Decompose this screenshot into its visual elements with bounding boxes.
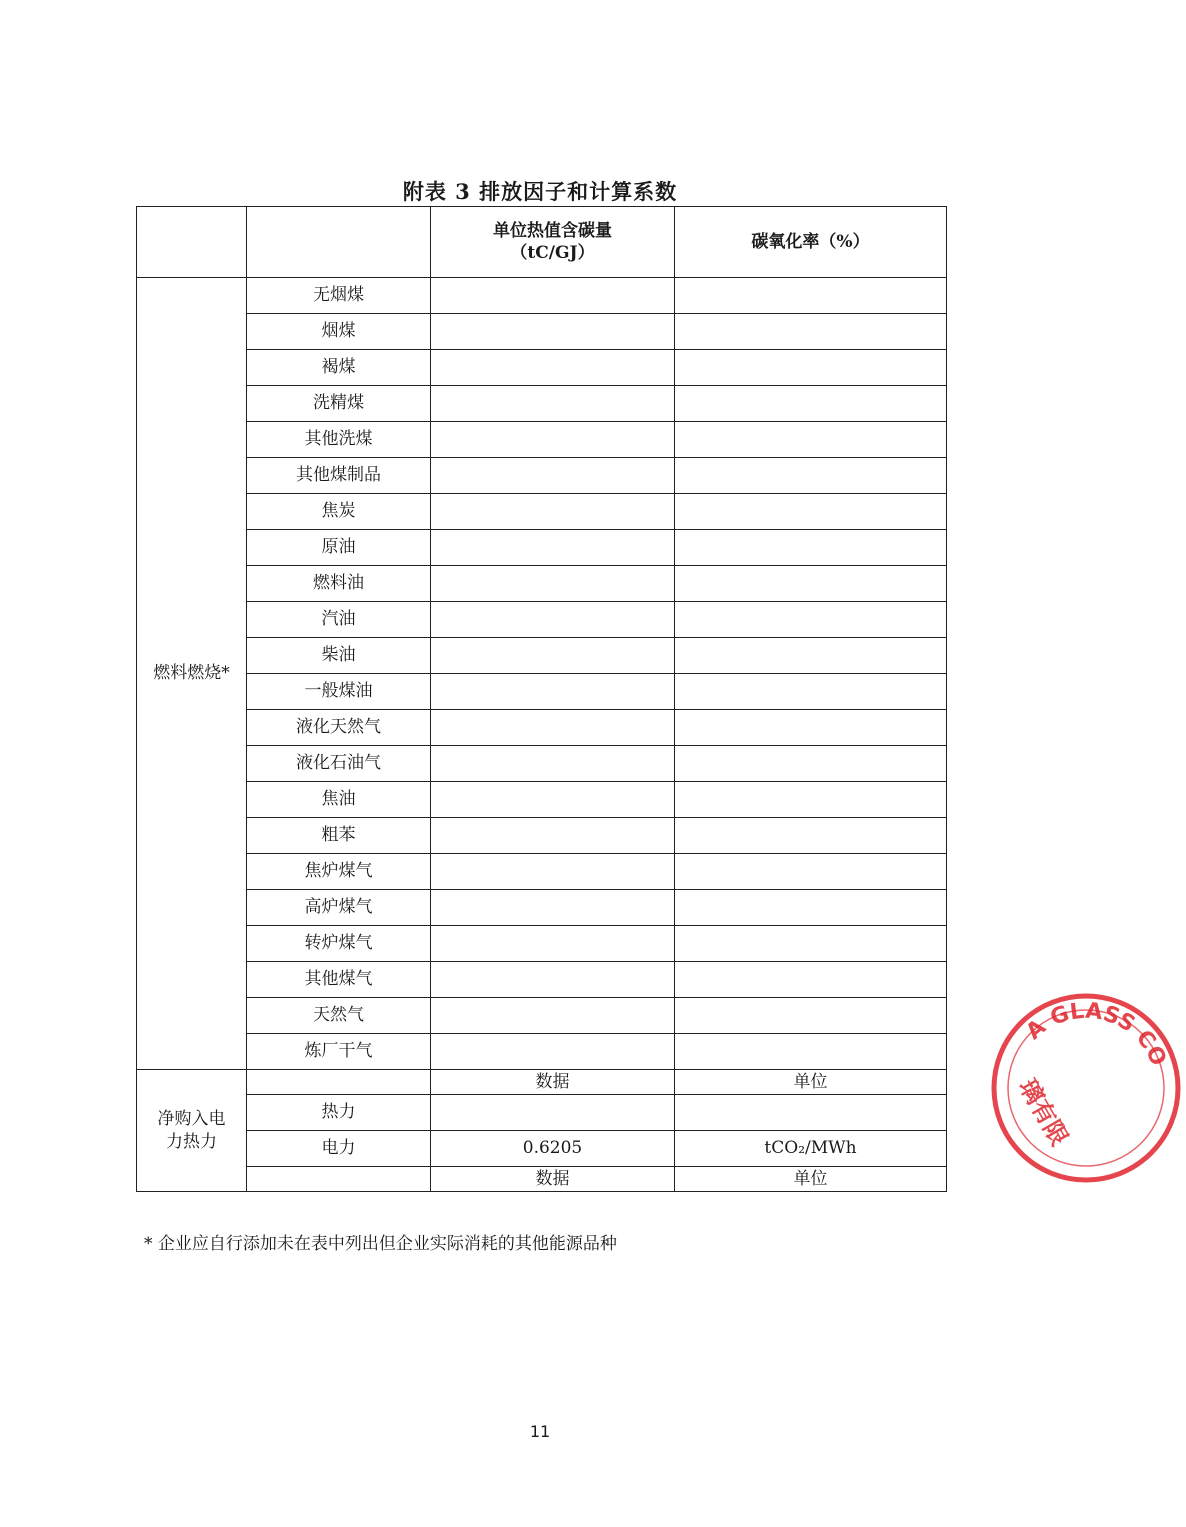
fuel-row: [137, 818, 947, 854]
oxidation-rate-value-cell: [675, 890, 947, 926]
fuel-name-cell: 无烟煤: [247, 278, 431, 314]
oxidation-rate-value-cell: [675, 962, 947, 998]
power-group-label-line1: 净购入电: [157, 1109, 226, 1130]
header-blank-cell: [137, 207, 247, 278]
fuel-name-cell: 高炉煤气: [247, 890, 431, 926]
oxidation-rate-value-cell: [675, 566, 947, 602]
oxidation-rate-value-cell: [675, 386, 947, 422]
carbon-content-value-cell: [431, 350, 675, 386]
power-group-label-line2: 力热力: [166, 1131, 217, 1152]
fuel-name-cell: 汽油: [247, 602, 431, 638]
fuel-row: [137, 350, 947, 386]
electricity-unit-cell: tCO₂/MWh: [675, 1131, 947, 1167]
fuel-row: [137, 458, 947, 494]
oxidation-rate-value-cell: [675, 350, 947, 386]
emission-factor-table: [136, 206, 947, 1192]
fuel-name-cell: 焦油: [247, 782, 431, 818]
bottom-unit-cell: 单位: [675, 1167, 947, 1192]
carbon-content-value-cell: [431, 638, 675, 674]
fuel-name-cell: 其他煤制品: [247, 458, 431, 494]
carbon-content-value-cell: [431, 1034, 675, 1070]
carbon-content-value-cell: [431, 998, 675, 1034]
company-seal-stamp: [986, 988, 1186, 1188]
oxidation-rate-value-cell: [675, 998, 947, 1034]
footnote: * 企业应自行添加未在表中列出但企业实际消耗的其他能源品种: [144, 1234, 617, 1254]
oxidation-rate-value-cell: [675, 530, 947, 566]
header-oxidation-rate: 碳氧化率（%）: [675, 207, 947, 278]
fuel-name-cell: 其他煤气: [247, 962, 431, 998]
bottom-subheader-row: [137, 1167, 947, 1192]
oxidation-rate-value-cell: [675, 494, 947, 530]
fuel-row: [137, 494, 947, 530]
header-blank-cell: [247, 207, 431, 278]
fuel-row: [137, 746, 947, 782]
carbon-content-value-cell: [431, 422, 675, 458]
carbon-content-value-cell: [431, 782, 675, 818]
heat-value-cell: [431, 1095, 675, 1131]
header-carbon-content: [431, 207, 675, 278]
carbon-content-value-cell: [431, 530, 675, 566]
data-header-cell: 数据: [431, 1070, 675, 1095]
carbon-content-value-cell: [431, 746, 675, 782]
fuel-row: [137, 962, 947, 998]
oxidation-rate-value-cell: [675, 674, 947, 710]
fuel-name-cell: 焦炭: [247, 494, 431, 530]
fuel-row: [137, 530, 947, 566]
heat-row: [137, 1095, 947, 1131]
carbon-content-value-cell: [431, 386, 675, 422]
fuel-row: [137, 422, 947, 458]
carbon-content-value-cell: [431, 710, 675, 746]
fuel-name-cell: 其他洗煤: [247, 422, 431, 458]
fuel-name-cell: 炼厂干气: [247, 1034, 431, 1070]
oxidation-rate-value-cell: [675, 422, 947, 458]
oxidation-rate-value-cell: [675, 782, 947, 818]
blank-cell: [247, 1167, 431, 1192]
table-header-row: [137, 207, 947, 278]
fuel-row: [137, 674, 947, 710]
carbon-content-value-cell: [431, 602, 675, 638]
oxidation-rate-value-cell: [675, 854, 947, 890]
page-number: 11: [529, 1422, 551, 1441]
oxidation-rate-value-cell: [675, 638, 947, 674]
carbon-content-value-cell: [431, 854, 675, 890]
carbon-content-value-cell: [431, 314, 675, 350]
electricity-label-cell: 电力: [247, 1131, 431, 1167]
page-title: 附表 3 排放因子和计算系数: [402, 179, 678, 204]
heat-unit-cell: [675, 1095, 947, 1131]
oxidation-rate-value-cell: [675, 458, 947, 494]
fuel-row: [137, 566, 947, 602]
carbon-content-value-cell: [431, 494, 675, 530]
carbon-content-value-cell: [431, 674, 675, 710]
carbon-content-value-cell: [431, 926, 675, 962]
fuel-row: [137, 278, 947, 314]
oxidation-rate-value-cell: [675, 1034, 947, 1070]
electricity-value-cell: 0.6205: [431, 1131, 675, 1167]
fuel-name-cell: 天然气: [247, 998, 431, 1034]
heat-label-cell: 热力: [247, 1095, 431, 1131]
fuel-row: [137, 638, 947, 674]
fuel-row: [137, 998, 947, 1034]
fuel-name-cell: 焦炉煤气: [247, 854, 431, 890]
stamp-en-text: A GLASS CO: [1021, 998, 1171, 1070]
oxidation-rate-value-cell: [675, 314, 947, 350]
fuel-row: [137, 926, 947, 962]
electricity-row: [137, 1131, 947, 1167]
fuel-name-cell: 一般煤油: [247, 674, 431, 710]
fuel-group-label: 燃料燃烧*: [137, 278, 247, 1070]
carbon-content-value-cell: [431, 566, 675, 602]
fuel-name-cell: 褐煤: [247, 350, 431, 386]
carbon-content-value-cell: [431, 818, 675, 854]
fuel-name-cell: 洗精煤: [247, 386, 431, 422]
oxidation-rate-value-cell: [675, 278, 947, 314]
fuel-row: [137, 314, 947, 350]
stamp-cn-text: 璃有限: [1013, 1073, 1075, 1151]
header-carbon-content-label: 单位热值含碳量: [493, 220, 612, 241]
fuel-row: [137, 854, 947, 890]
fuel-name-cell: 液化天然气: [247, 710, 431, 746]
power-subheader-row: [137, 1070, 947, 1095]
carbon-content-value-cell: [431, 890, 675, 926]
fuel-name-cell: 液化石油气: [247, 746, 431, 782]
bottom-data-cell: 数据: [431, 1167, 675, 1192]
power-group-label: [137, 1070, 247, 1192]
blank-cell: [247, 1070, 431, 1095]
fuel-name-cell: 转炉煤气: [247, 926, 431, 962]
carbon-content-value-cell: [431, 458, 675, 494]
fuel-name-cell: 燃料油: [247, 566, 431, 602]
carbon-content-value-cell: [431, 278, 675, 314]
fuel-name-cell: 粗苯: [247, 818, 431, 854]
carbon-content-value-cell: [431, 962, 675, 998]
unit-header-cell: 单位: [675, 1070, 947, 1095]
fuel-row: [137, 386, 947, 422]
fuel-row: [137, 602, 947, 638]
fuel-name-cell: 柴油: [247, 638, 431, 674]
oxidation-rate-value-cell: [675, 746, 947, 782]
fuel-row: [137, 1034, 947, 1070]
fuel-name-cell: 烟煤: [247, 314, 431, 350]
fuel-name-cell: 原油: [247, 530, 431, 566]
oxidation-rate-value-cell: [675, 818, 947, 854]
fuel-row: [137, 710, 947, 746]
oxidation-rate-value-cell: [675, 602, 947, 638]
header-carbon-content-unit: （tC/GJ）: [510, 243, 595, 263]
oxidation-rate-value-cell: [675, 710, 947, 746]
oxidation-rate-value-cell: [675, 926, 947, 962]
fuel-row: [137, 890, 947, 926]
fuel-row: [137, 782, 947, 818]
